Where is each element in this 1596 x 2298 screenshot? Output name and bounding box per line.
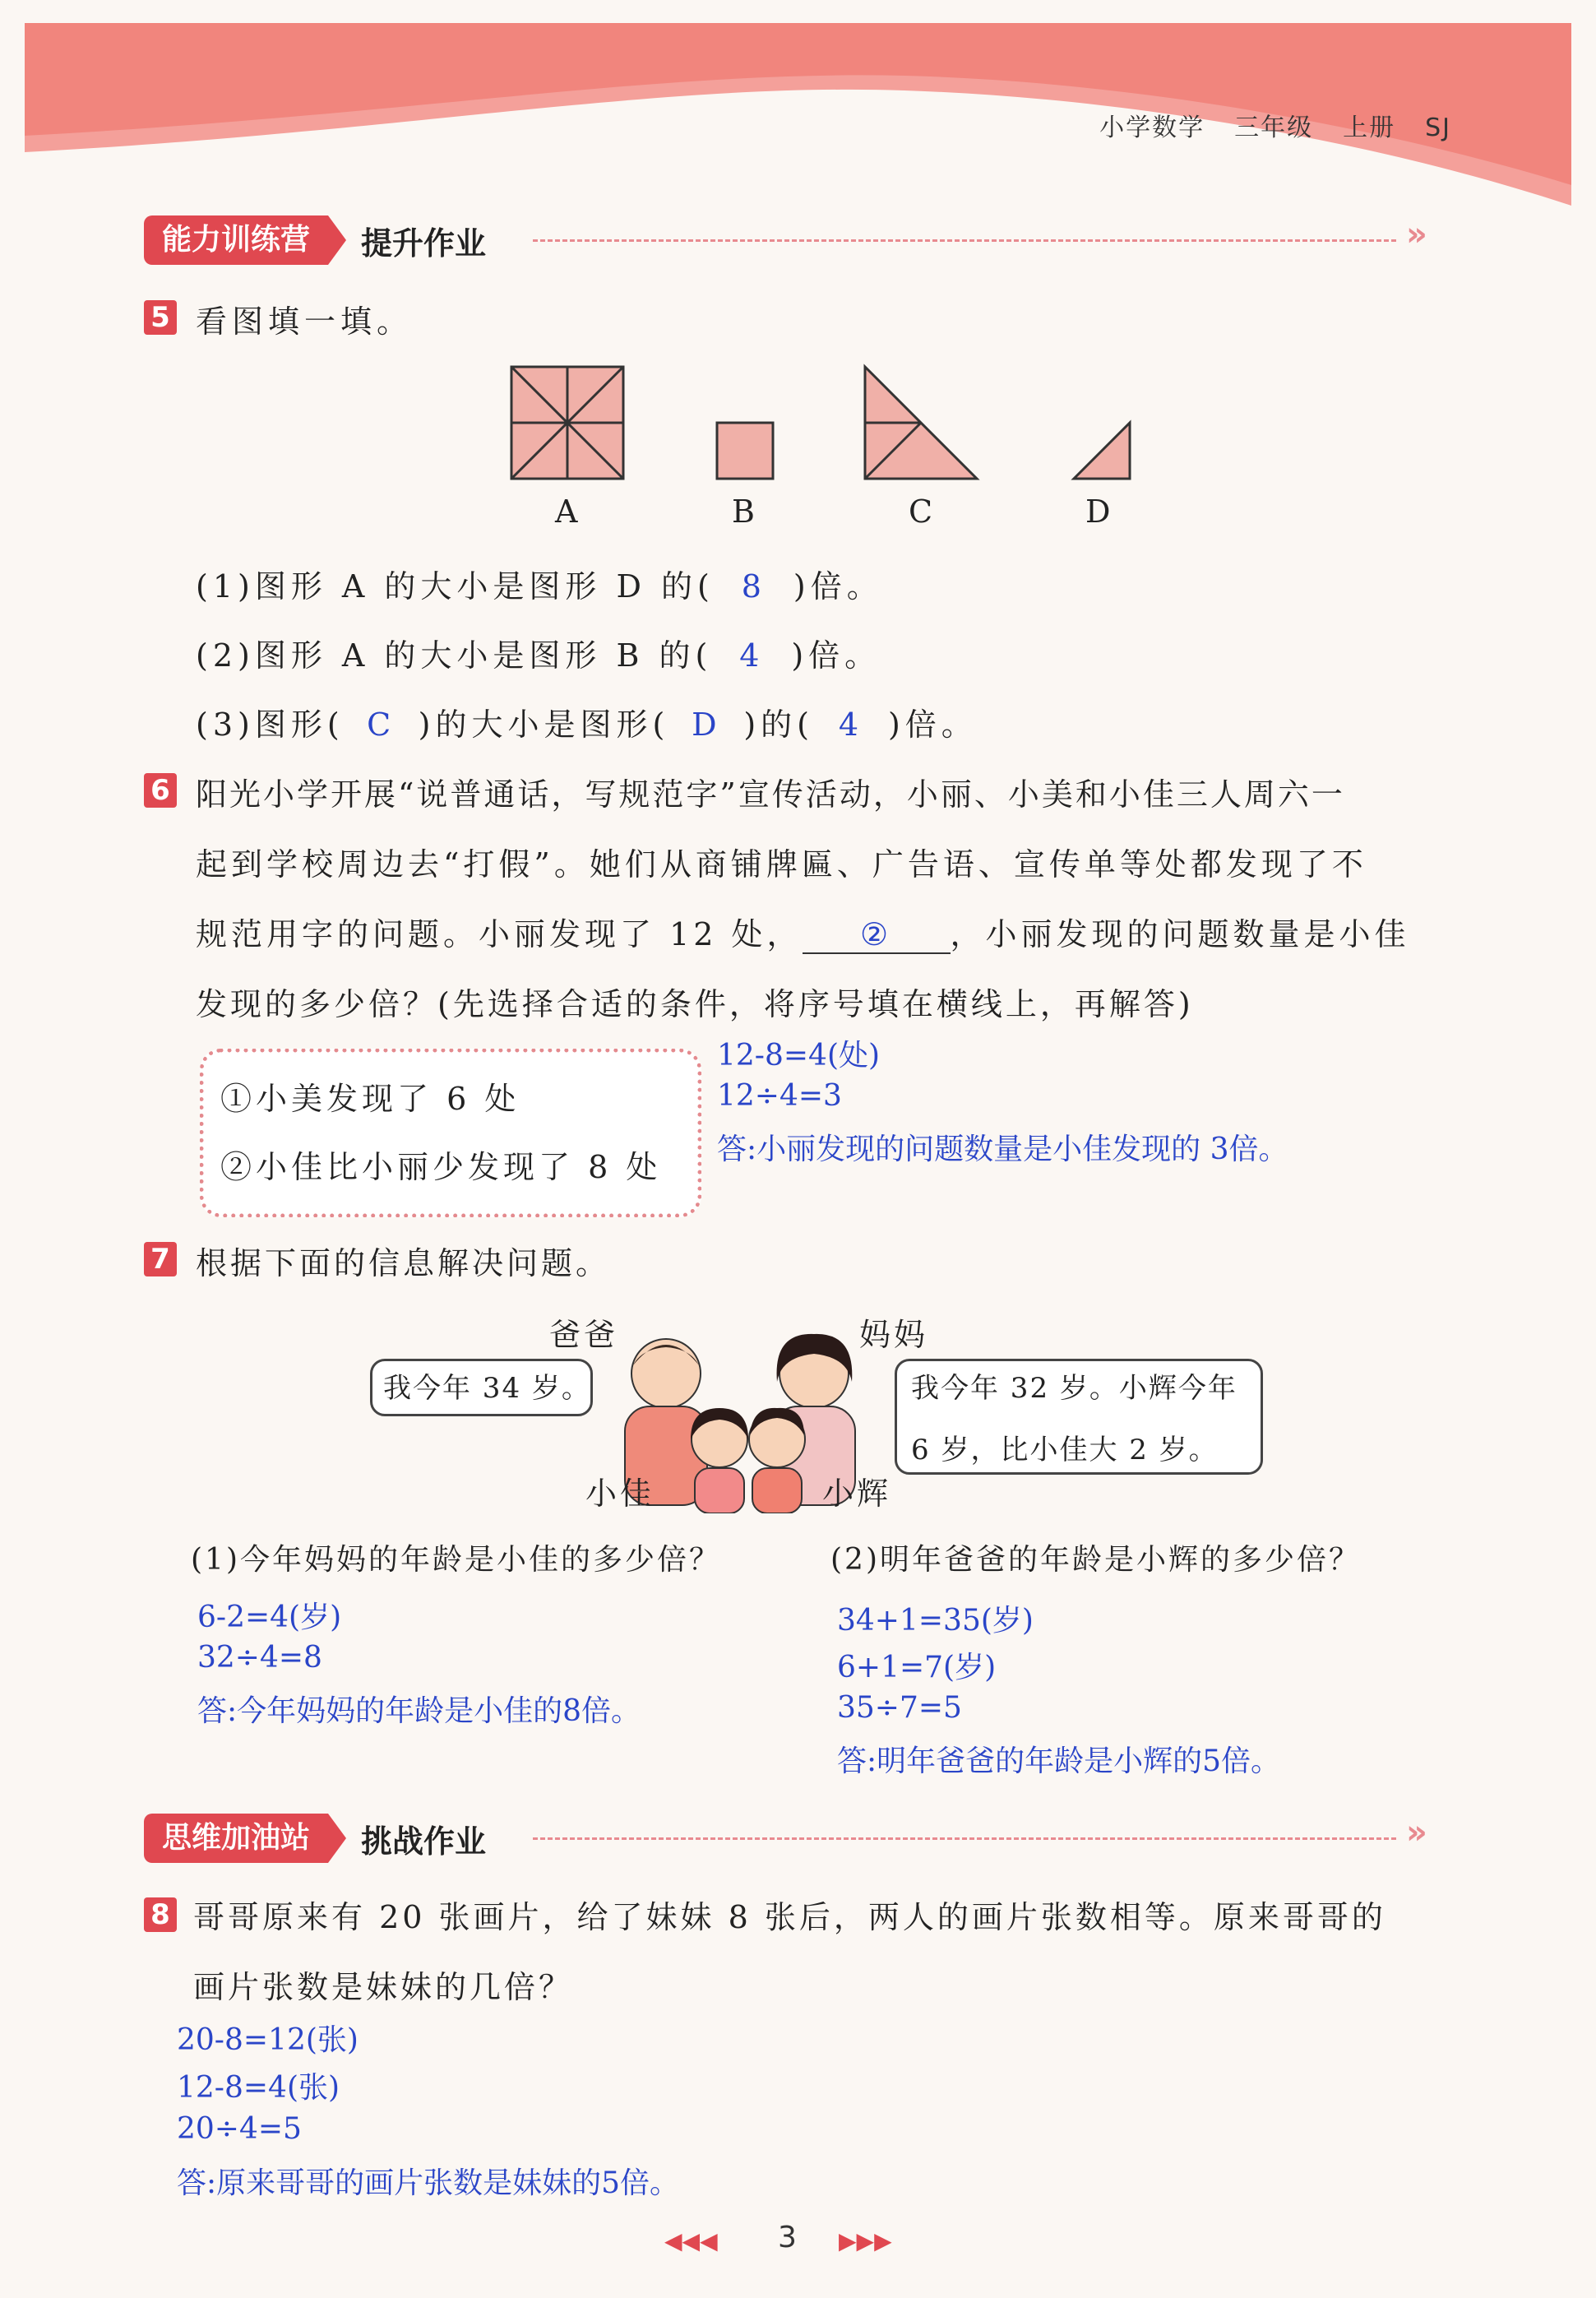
header-info — [1070, 107, 1451, 143]
q5-line-2-pre: (2)图形 A 的大小是图形 B 的( — [196, 637, 713, 674]
shape-label-a: A — [555, 493, 578, 530]
q6-line-3-pre: 规范用字的问题。小丽发现了 12 处， — [196, 916, 803, 952]
dad-label: 爸爸 — [549, 1317, 619, 1353]
q8-sol-line-2: 12-8=4(张) — [177, 2071, 340, 2105]
q7-sol1-line-1: 6-2=4(岁) — [197, 1601, 342, 1634]
question-8-number: 8 — [144, 1897, 177, 1932]
q7-sol2-line-2: 6+1=7(岁) — [837, 1651, 997, 1684]
q8-line-2: 画片张数是妹妹的几倍？ — [193, 1969, 574, 2005]
q6-line-2: 起到学校周边去“打假”。她们从商铺牌匾、广告语、宣传单等处都发现了不 — [196, 846, 1367, 883]
q5-line-1-pre: (1)图形 A 的大小是图形 D 的( — [196, 568, 715, 605]
section-ability — [144, 215, 486, 265]
shape-b — [717, 423, 773, 479]
mom-speech-text-2: 6 岁，比小佳大 2 岁。 — [911, 1434, 1219, 1466]
header-grade: 三年级 — [1234, 114, 1314, 142]
q5-answer-1: 8 — [741, 568, 766, 605]
header-banner — [0, 0, 1596, 206]
q5-line-3-p1: (3)图形( — [196, 707, 345, 743]
q6-line-4: 发现的多少倍？(先选择合适的条件，将序号填在横线上，再解答) — [196, 986, 1194, 1022]
section-challenge-divider — [533, 1837, 1396, 1840]
prev-arrows-icon: ◀◀◀ — [664, 2227, 718, 2254]
q6-solution-answer: 答:小丽发现的问题数量是小佳发现的 3倍。 — [717, 1133, 1288, 1166]
q5-line-1-post: )倍。 — [793, 568, 883, 605]
q5-line-3-p2: )的大小是图形( — [418, 707, 670, 743]
section-challenge — [144, 1814, 486, 1863]
q8-sol-answer: 答:原来哥哥的画片张数是妹妹的5倍。 — [177, 2166, 680, 2200]
q7-sol2-line-3: 35÷7=5 — [837, 1691, 962, 1725]
q6-line-1: 阳光小学开展“说普通话，写规范字”宣传活动，小丽、小美和小佳三人周六一 — [196, 776, 1345, 813]
q5-line-3-p4: )倍。 — [887, 707, 978, 743]
q5-line-1 — [196, 561, 883, 606]
next-arrows-icon: ▶▶▶ — [839, 2227, 892, 2254]
header-volume: 上册 — [1343, 114, 1396, 142]
dad-speech-text: 我今年 34 岁。 — [383, 1372, 591, 1405]
q5-line-2-post: )倍。 — [791, 637, 881, 674]
chevron-right-icon: » — [1406, 1814, 1427, 1851]
boy-label: 小辉 — [822, 1476, 892, 1512]
q5-line-3 — [196, 699, 978, 744]
q8-sol-line-3: 20÷4=5 — [177, 2112, 302, 2146]
q6-condition-1: ①小美发现了 6 处 — [220, 1081, 520, 1117]
question-5-prompt: 看图填一填。 — [196, 303, 414, 340]
section-ability-divider — [533, 239, 1396, 242]
header-edition: SJ — [1425, 114, 1451, 142]
q8-sol-line-1: 20-8=12(张) — [177, 2023, 359, 2057]
q5-shapes-figure — [493, 354, 1233, 535]
section-ability-subtitle: 提升作业 — [361, 225, 487, 262]
q6-line-3 — [196, 909, 1410, 954]
q6-solution-2: 12÷4=3 — [717, 1079, 842, 1113]
page-number: 3 — [778, 2221, 797, 2254]
q6-line-3-post: ，小丽发现的问题数量是小佳 — [950, 916, 1410, 952]
q7-subquestion-2: (2)明年爸爸的年龄是小辉的多少倍？ — [830, 1543, 1361, 1577]
shape-label-b: B — [732, 493, 755, 530]
q6-solution-1: 12-8=4(处) — [717, 1039, 881, 1073]
q6-condition-2: ②小佳比小丽少发现了 8 处 — [220, 1149, 662, 1185]
q6-blank-answer: ② — [803, 916, 951, 954]
question-7-number: 7 — [144, 1242, 177, 1276]
header-subject: 小学数学 — [1099, 114, 1205, 142]
question-6-number: 6 — [144, 773, 177, 808]
chevron-right-icon: » — [1406, 215, 1427, 253]
q5-line-2 — [196, 630, 881, 675]
q7-sol1-line-2: 32÷4=8 — [197, 1641, 322, 1675]
girl-label: 小佳 — [585, 1476, 655, 1512]
mom-speech-text-1: 我今年 32 岁。小辉今年 — [911, 1372, 1237, 1405]
q8-line-1: 哥哥原来有 20 张画片，给了妹妹 8 张后，两人的画片张数相等。原来哥哥的 — [193, 1899, 1386, 1935]
section-challenge-tag: 思维加油站 — [144, 1814, 328, 1863]
question-5-number: 5 — [144, 300, 177, 335]
q5-answer-3c: 4 — [838, 707, 864, 743]
q7-sol1-answer: 答:今年妈妈的年龄是小佳的8倍。 — [197, 1694, 641, 1728]
mom-label: 妈妈 — [859, 1317, 929, 1353]
q5-answer-3a: C — [367, 707, 396, 743]
shape-label-d: D — [1085, 493, 1111, 530]
section-ability-tag: 能力训练营 — [144, 215, 328, 265]
shape-d — [1074, 423, 1130, 479]
q7-sol2-line-1: 34+1=35(岁) — [837, 1604, 1034, 1638]
q5-line-3-p3: )的( — [743, 707, 814, 743]
section-challenge-subtitle: 挑战作业 — [361, 1823, 487, 1860]
q5-answer-2: 4 — [739, 637, 765, 674]
shape-label-c: C — [909, 493, 933, 530]
q7-subquestion-1: (1)今年妈妈的年龄是小佳的多少倍？ — [191, 1543, 721, 1577]
q7-sol2-answer: 答:明年爸爸的年龄是小辉的5倍。 — [837, 1744, 1281, 1778]
q5-answer-3b: D — [692, 707, 722, 743]
q7-prompt: 根据下面的信息解决问题。 — [196, 1245, 611, 1281]
